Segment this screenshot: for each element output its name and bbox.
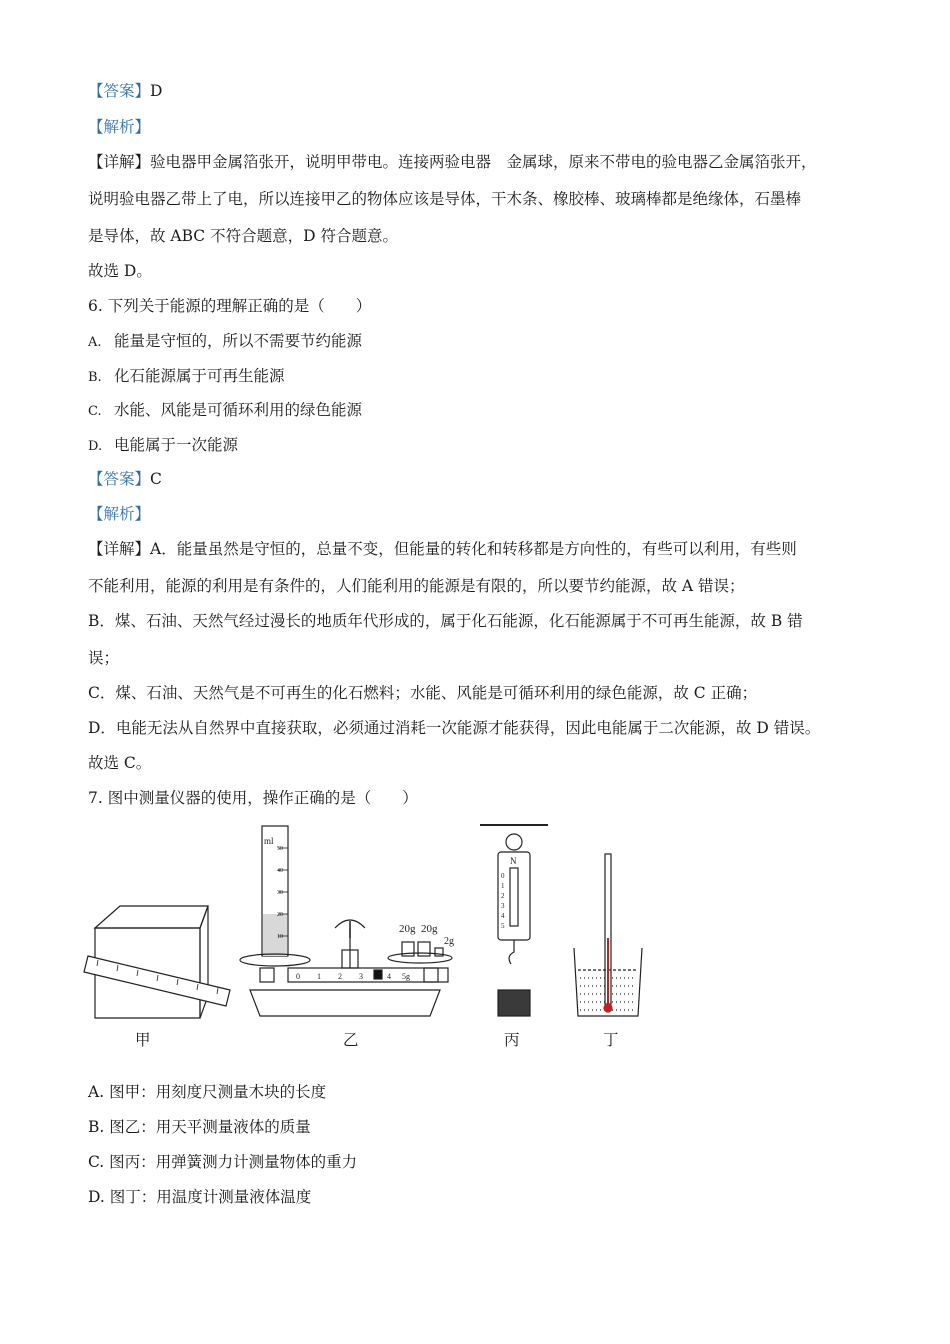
caption-bing: 丙 xyxy=(504,1031,520,1049)
option-b xyxy=(88,365,285,389)
option-c xyxy=(88,399,362,423)
detail-line: 是导体，故 ABC 不符合题意，D 符合题意。 xyxy=(88,227,398,245)
option-text: 能量是守恒的，所以不需要节约能源 xyxy=(114,332,363,350)
detail-line: 不能利用，能源的利用是有条件的，人们能利用的能源是有限的，所以要节约能源，故 A 错误； xyxy=(88,577,745,595)
beam-tick: 1 xyxy=(317,972,321,981)
caption-ding: 丁 xyxy=(603,1031,619,1049)
detail-line: 说明验电器乙带上了电，所以连接甲乙的物体应该是导体，干木条、橡胶棒、玻璃棒都是绝缘体，石墨棒 xyxy=(88,190,802,208)
option-letter: D. xyxy=(88,439,103,454)
detail-line: C．煤、石油、天然气是不可再生的化石燃料；水能、风能是可循环利用的绿色能源，故 C 正确； xyxy=(88,684,758,702)
spring-tick: 1 xyxy=(501,882,505,890)
option-d xyxy=(88,1186,311,1208)
answer-value: C xyxy=(150,470,162,488)
cylinder-unit: ml xyxy=(264,836,274,846)
detail-line: B．煤、石油、天然气经过漫长的地质年代形成的，属于化石能源，化石能源属于不可再生能源，故 B 错 xyxy=(88,612,803,630)
answer-value: D xyxy=(150,82,163,100)
analysis-tag: 【解析】 xyxy=(88,118,151,136)
answer-tag: 【答案】 xyxy=(88,470,151,488)
option-letter: C. xyxy=(88,1153,105,1171)
spring-tick: 4 xyxy=(501,912,505,920)
option-text: 水能、风能是可循环利用的绿色能源 xyxy=(114,401,363,419)
detail-text: 验电器甲金属箔张开，说明甲带电。连接两验电器 金属球，原来不带电的验电器乙金属箔张开， xyxy=(150,153,817,171)
cylinder-tick: 20 xyxy=(277,912,283,918)
wood-block-with-ruler xyxy=(84,906,230,1018)
option-text: 图丙：用弹簧测力计测量物体的重力 xyxy=(109,1153,358,1171)
option-a xyxy=(88,1081,326,1103)
detail-text: A．能量虽然是守恒的，总量不变，但能量的转化和转移都是方向性的，有些可以利用，有些则 xyxy=(150,540,797,558)
option-text: 图乙：用天平测量液体的质量 xyxy=(109,1118,311,1136)
beam-tick: 5g xyxy=(402,972,410,981)
question-stem: 6. 下列关于能源的理解正确的是（ ） xyxy=(88,297,372,315)
spring-unit: N xyxy=(510,856,517,866)
conclusion: 故选 C。 xyxy=(88,754,152,772)
caption-yi: 乙 xyxy=(343,1031,359,1049)
option-letter: A. xyxy=(88,335,102,350)
cylinder-tick: 30 xyxy=(277,890,283,896)
answer-line xyxy=(88,468,162,490)
option-letter: D. xyxy=(88,1188,105,1206)
option-text: 图甲：用刻度尺测量木块的长度 xyxy=(109,1083,327,1101)
beam-tick: 0 xyxy=(296,972,300,981)
beam-tick: 4 xyxy=(387,972,391,981)
weight-label: 2g xyxy=(444,936,454,947)
detail-tag: 【详解】 xyxy=(88,153,151,171)
spring-scale xyxy=(480,825,548,1016)
answer-tag: 【答案】 xyxy=(88,82,151,100)
measurement-figure xyxy=(80,818,680,1058)
caption-jia: 甲 xyxy=(135,1031,151,1049)
question-stem: 7. 图中测量仪器的使用，操作正确的是（ ） xyxy=(88,789,418,807)
spring-tick: 2 xyxy=(501,892,505,900)
option-letter: A. xyxy=(88,1083,105,1101)
weight-label: 20g xyxy=(421,923,438,935)
weight-label: 20g xyxy=(399,923,416,935)
option-letter: B. xyxy=(88,370,102,385)
cylinder-tick: 10 xyxy=(277,934,283,940)
figure-drawing xyxy=(80,818,680,1058)
option-letter: B. xyxy=(88,1118,105,1136)
answer-line xyxy=(88,80,162,102)
spring-tick: 5 xyxy=(501,922,505,930)
option-d xyxy=(88,434,238,458)
cylinder-tick: 40 xyxy=(277,868,283,874)
spring-tick: 3 xyxy=(501,902,505,910)
detail-tag: 【详解】 xyxy=(88,540,151,558)
analysis-tag: 【解析】 xyxy=(88,505,151,523)
beam-tick: 3 xyxy=(359,972,363,981)
detail-line: 误； xyxy=(88,649,120,667)
option-a xyxy=(88,330,362,354)
detail-line: D．电能无法从自然界中直接获取，必须通过消耗一次能源才能获得，因此电能属于二次能源，故 D 错误。 xyxy=(88,719,821,737)
conclusion: 故选 D。 xyxy=(88,262,152,280)
detail-line xyxy=(88,538,797,560)
beaker-with-thermometer xyxy=(574,854,642,1016)
option-text: 化石能源属于可再生能源 xyxy=(114,367,285,385)
option-letter: C. xyxy=(88,404,102,419)
option-text: 电能属于一次能源 xyxy=(114,436,239,454)
cylinder-tick: 50 xyxy=(277,846,283,852)
beam-tick: 2 xyxy=(338,972,342,981)
option-c xyxy=(88,1151,357,1173)
option-text: 图丁：用温度计测量液体温度 xyxy=(109,1188,312,1206)
spring-tick: 0 xyxy=(501,872,505,880)
measuring-cylinder xyxy=(240,826,310,966)
detail-line xyxy=(88,151,817,173)
option-b xyxy=(88,1116,311,1138)
